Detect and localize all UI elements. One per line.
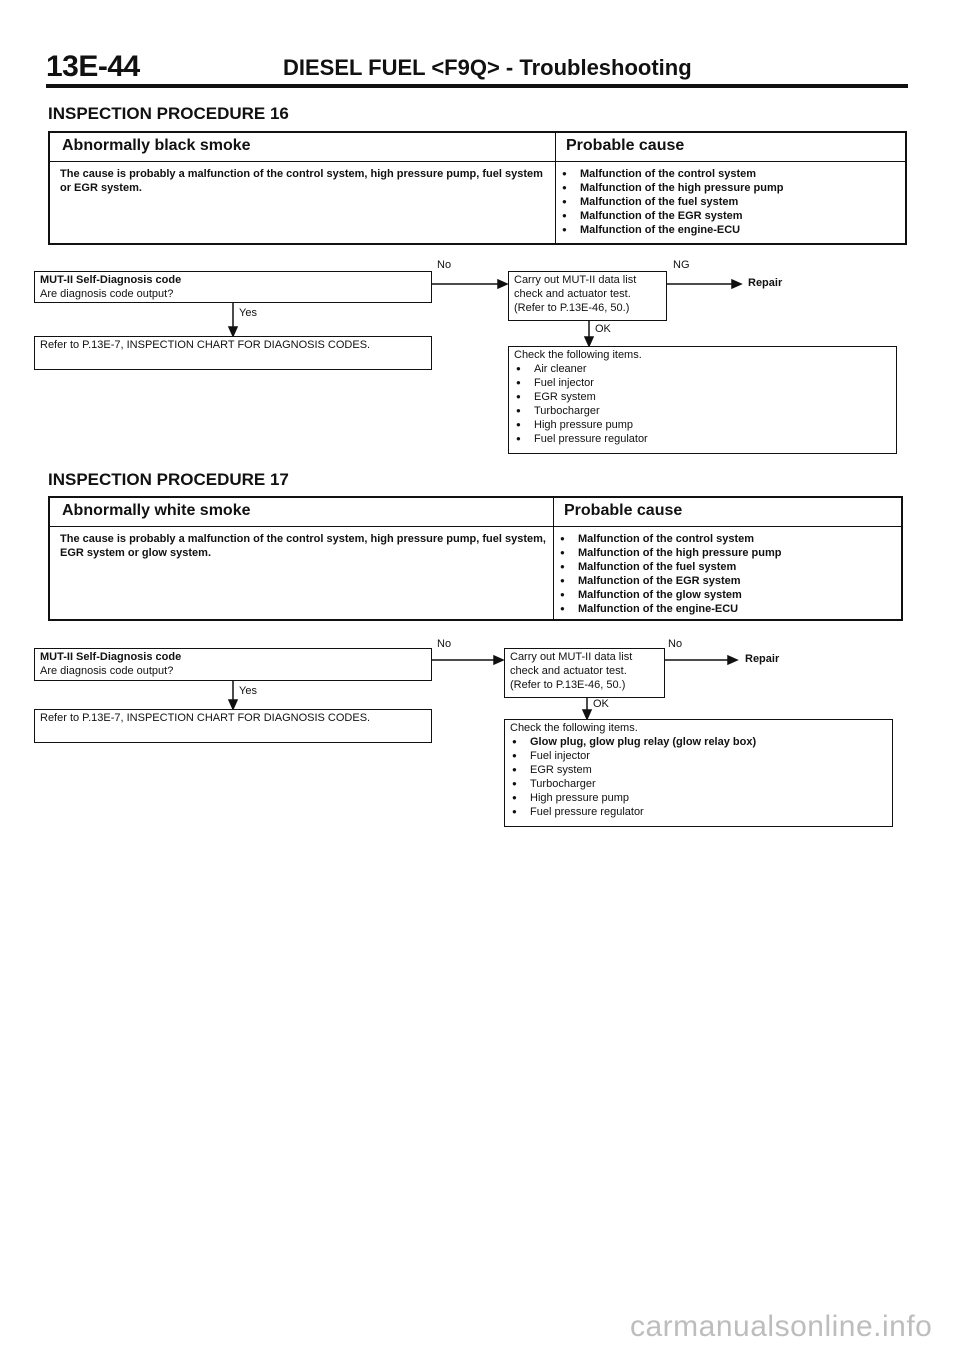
branch-label-ok: OK [593, 698, 609, 710]
branch-label-ok: OK [595, 323, 611, 335]
data-list-check-box [504, 648, 665, 698]
cause-item: ● Malfunction of the fuel system [560, 560, 782, 574]
diagnosis-code-question: Are diagnosis code output? [40, 665, 174, 677]
branch-label-ng: NG [673, 259, 690, 271]
cause-item: ● Malfunction of the EGR system [560, 574, 782, 588]
diagnosis-code-question: Are diagnosis code output? [40, 288, 174, 300]
refer-inspection-chart-box [34, 709, 432, 743]
check-item: ● Glow plug, glow plug relay (glow relay box) [510, 735, 887, 749]
data-list-line: check and actuator test. [514, 288, 631, 300]
symptom-title: Abnormally white smoke [62, 502, 251, 519]
check-items-heading: Check the following items. [510, 722, 638, 734]
cause-item: ● Malfunction of the high pressure pump [562, 181, 784, 195]
check-items-box [504, 719, 893, 827]
data-list-line: check and actuator test. [510, 665, 627, 677]
branch-label-yes: Yes [239, 307, 257, 319]
diagnosis-code-title: MUT-II Self-Diagnosis code [40, 651, 182, 663]
page-title: DIESEL FUEL <F9Q> - Troubleshooting [283, 55, 692, 80]
procedure-17-title: INSPECTION PROCEDURE 17 [48, 470, 289, 489]
data-list-line: Carry out MUT-II data list [514, 274, 637, 286]
cause-item: ● Malfunction of the EGR system [562, 209, 784, 223]
flow-arrowhead [229, 700, 237, 709]
cause-item: ● Malfunction of the fuel system [562, 195, 784, 209]
cause-item: ● Malfunction of the high pressure pump [560, 546, 782, 560]
branch-label-no: No [437, 638, 452, 650]
symptom-description: The cause is probably a malfunction of the control system, high pressure pump, fuel system, EGR system or glow system. [60, 533, 546, 559]
cause-item: ● Malfunction of the control system [562, 167, 784, 181]
repair-label: Repair [745, 653, 780, 665]
check-item: ● High pressure pump [510, 791, 887, 805]
branch-label-yes: Yes [239, 685, 257, 697]
cause-item: ● Malfunction of the engine-ECU [560, 602, 782, 616]
data-list-line: (Refer to P.13E-46, 50.) [510, 679, 626, 691]
symptom-description: The cause is probably a malfunction of the control system, high pressure pump, fuel system or EGR system. [60, 168, 543, 194]
data-list-line: (Refer to P.13E-46, 50.) [514, 302, 630, 314]
check-item: ● High pressure pump [514, 418, 891, 432]
check-item: ● EGR system [510, 763, 887, 777]
flow-arrowhead [583, 710, 591, 719]
watermark: carmanualsonline.info [630, 1310, 933, 1343]
check-item: ● Turbocharger [510, 777, 887, 791]
cause-item: ● Malfunction of the engine-ECU [562, 223, 784, 237]
check-item: ● Turbocharger [514, 404, 891, 418]
symptom-title: Abnormally black smoke [62, 137, 251, 154]
probable-cause-heading: Probable cause [566, 137, 685, 154]
check-items-list [510, 735, 887, 819]
procedure-16-title: INSPECTION PROCEDURE 16 [48, 104, 289, 123]
branch-label-no: No [437, 259, 452, 271]
refer-inspection-chart-text: Refer to P.13E-7, INSPECTION CHART FOR DIAGNOSIS CODES. [40, 712, 371, 724]
check-item: ● Fuel pressure regulator [514, 432, 891, 446]
probable-cause-heading: Probable cause [564, 502, 683, 519]
check-items-heading: Check the following items. [514, 349, 642, 361]
check-item: ● Fuel injector [514, 376, 891, 390]
flow-arrowhead [728, 656, 737, 664]
diagnosis-code-box [34, 648, 432, 681]
check-item: ● Fuel pressure regulator [510, 805, 887, 819]
data-list-line: Carry out MUT-II data list [510, 651, 633, 663]
cause-item: ● Malfunction of the control system [560, 532, 782, 546]
refer-inspection-chart-text: Refer to P.13E-7, INSPECTION CHART FOR DIAGNOSIS CODES. [40, 339, 371, 351]
page-number: 13E-44 [46, 50, 140, 83]
check-item: ● EGR system [514, 390, 891, 404]
repair-label: Repair [748, 277, 783, 289]
diagnosis-code-title: MUT-II Self-Diagnosis code [40, 274, 182, 286]
flow-arrowhead [494, 656, 503, 664]
check-item: ● Fuel injector [510, 749, 887, 763]
cause-item: ● Malfunction of the glow system [560, 588, 782, 602]
branch-label-no: No [668, 638, 683, 650]
check-item: ● Air cleaner [514, 362, 891, 376]
